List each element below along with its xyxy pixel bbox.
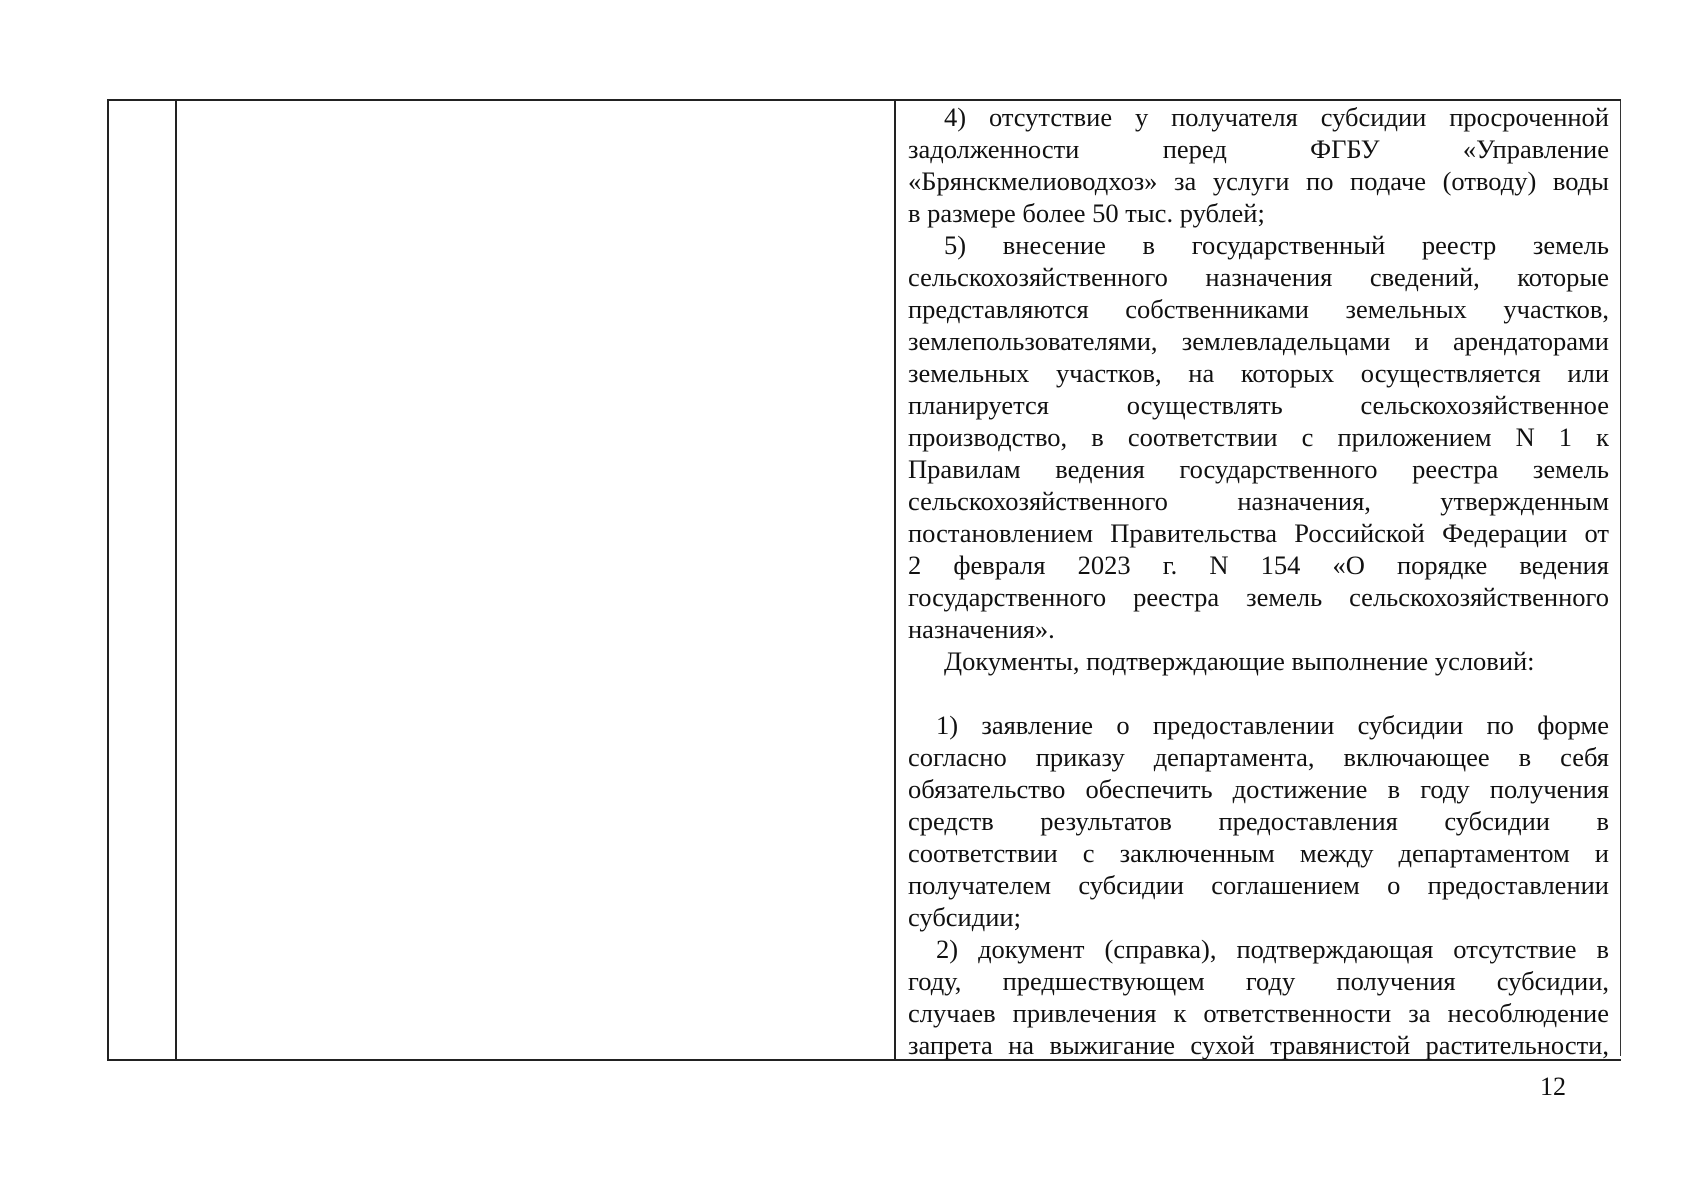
content-line: землепользователями, землевладельцами и арендаторами [908, 326, 1609, 356]
content-line: постановлением Правительства Российской Федерации от [908, 518, 1609, 548]
content-line: 2) документ (справка), подтверждающая отсутствие в [936, 934, 1609, 964]
content-line: получателем субсидии соглашением о предоставлении [908, 870, 1609, 900]
table-cell-number [109, 101, 177, 1059]
page-number: 12 [1540, 1072, 1566, 1101]
content-line: соответствии с заключенным между департаментом и [908, 838, 1609, 868]
content-line: средств результатов предоставления субсидии в [908, 806, 1609, 836]
conditions-table [107, 99, 1621, 1061]
content-line [908, 677, 1609, 709]
content-text [908, 101, 1609, 1061]
content-line: Документы, подтверждающие выполнение условий: [944, 646, 1535, 676]
table-cell-name [177, 101, 896, 1059]
content-line: представляются собственниками земельных участков, [908, 294, 1609, 324]
content-line: «Брянскмелиоводхоз» за услуги по подаче (отводу) воды [908, 166, 1609, 196]
content-line: году, предшествующем году получения субсидии, [908, 966, 1609, 996]
content-line: субсидии; [908, 902, 1021, 932]
content-line: 1) заявление о предоставлении субсидии по форме [936, 710, 1609, 740]
content-line: сельскохозяйственного назначения, утвержденным [908, 486, 1609, 516]
content-line: земельных участков, на которых осуществляется или [908, 358, 1609, 388]
content-line: запрета на выжигание сухой травянистой растительности, [908, 1030, 1609, 1060]
content-line: случаев привлечения к ответственности за несоблюдение [908, 998, 1609, 1028]
content-line: в размере более 50 тыс. рублей; [908, 198, 1265, 228]
content-line: сельскохозяйственного назначения сведений, которые [908, 262, 1609, 292]
content-line: задолженности перед ФГБУ «Управление [908, 134, 1609, 164]
content-line: обязательство обеспечить достижение в году получения [908, 774, 1609, 804]
content-line: планируется осуществлять сельскохозяйственное [908, 390, 1609, 420]
content-line: государственного реестра земель сельскохозяйственного [908, 582, 1609, 612]
table-cell-content [896, 101, 1621, 1060]
content-line: 5) внесение в государственный реестр земель [944, 230, 1609, 260]
content-line: Правилам ведения государственного реестра земель [908, 454, 1609, 484]
content-line: согласно приказу департамента, включающее в себя [908, 742, 1609, 772]
content-line: производство, в соответствии с приложением N 1 к [908, 422, 1609, 452]
content-line: назначения». [908, 614, 1055, 644]
content-line: 2 февраля 2023 г. N 154 «О порядке ведения [908, 550, 1609, 580]
content-line: 4) отсутствие у получателя субсидии просроченной [944, 102, 1609, 132]
